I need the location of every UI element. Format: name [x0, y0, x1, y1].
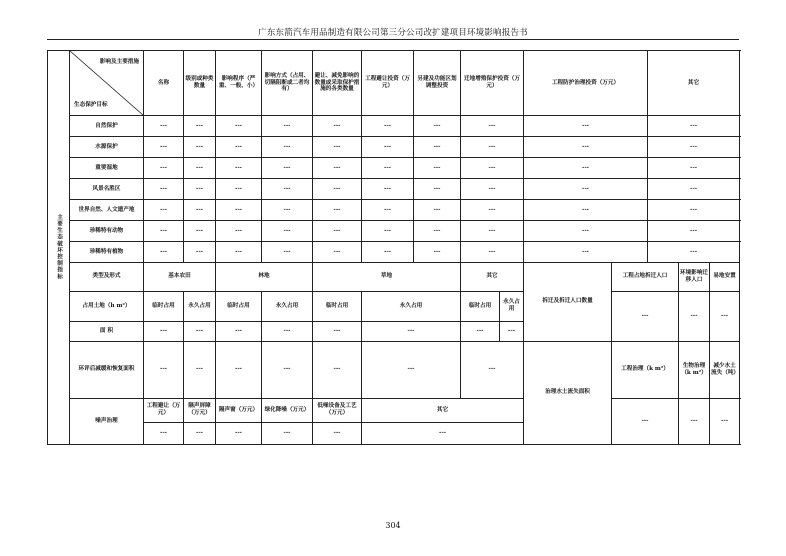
- restore-header: 生物治理（k m²）: [679, 341, 710, 398]
- cell: ---: [313, 321, 362, 341]
- cell: ---: [461, 158, 524, 179]
- cell: ---: [313, 158, 362, 179]
- cell: ---: [313, 179, 362, 200]
- col-header: 级别或种类数量: [184, 51, 216, 116]
- eco-row-label: 风景名胜区: [70, 179, 144, 200]
- cell: ---: [362, 221, 414, 242]
- perm-occupation: 永久占用: [362, 291, 461, 321]
- restore-header: 减少水土流失（吨）: [710, 341, 740, 398]
- col-header: 另建及功能区划调整投资: [414, 51, 461, 116]
- cell: ---: [262, 321, 313, 341]
- cell: ---: [648, 242, 740, 263]
- noise-header: 隔声屏障（万元）: [184, 398, 216, 422]
- cell: ---: [414, 158, 461, 179]
- cell: ---: [144, 422, 184, 444]
- col-header: 工程防护治理投资（万元）: [524, 51, 648, 116]
- cell: ---: [524, 221, 648, 242]
- cell: ---: [524, 137, 648, 158]
- cell: ---: [648, 137, 740, 158]
- land-grass: 草地: [313, 263, 461, 292]
- cell: ---: [216, 200, 262, 221]
- cell: ---: [414, 116, 461, 137]
- cell: ---: [461, 116, 524, 137]
- cell: ---: [648, 158, 740, 179]
- eco-row-label: 重要湿地: [70, 158, 144, 179]
- eco-row: [48, 221, 740, 242]
- cell: ---: [461, 321, 500, 341]
- relocation-header: 工程占地拆迁人口: [612, 263, 679, 292]
- cell: ---: [313, 242, 362, 263]
- eco-row: [48, 116, 740, 137]
- cell: ---: [648, 179, 740, 200]
- cell: ---: [362, 116, 414, 137]
- cell: ---: [524, 200, 648, 221]
- col-header: 名称: [144, 51, 184, 116]
- side-title: 主要生态破坏控制指标: [48, 51, 70, 445]
- cell: ---: [184, 321, 216, 341]
- land-other: 其它: [461, 263, 524, 292]
- cell: ---: [262, 137, 313, 158]
- cell: ---: [262, 422, 313, 444]
- eco-row: [48, 200, 740, 221]
- eco-row: [48, 242, 740, 263]
- temp-occupation: 临时占用: [461, 291, 500, 321]
- cell: ---: [648, 221, 740, 242]
- cell: ---: [144, 221, 184, 242]
- cell: ---: [144, 200, 184, 221]
- cell: ---: [313, 422, 362, 444]
- cell: ---: [216, 321, 262, 341]
- diag-bottom-label: 生态保护目标: [74, 102, 108, 109]
- cell: ---: [612, 398, 679, 444]
- col-header: 影响方式（占用、切隔阻断或二者均有）: [262, 51, 313, 116]
- header-row: [48, 51, 740, 116]
- cell: ---: [262, 221, 313, 242]
- land-area-label: 面 积: [70, 321, 144, 341]
- cell: ---: [524, 179, 648, 200]
- noise-header: 绿化降噪（万元）: [262, 398, 313, 422]
- cell: ---: [216, 179, 262, 200]
- perm-occupation: 永久占用: [184, 291, 216, 321]
- cell: ---: [710, 291, 740, 341]
- cell: ---: [184, 200, 216, 221]
- cell: ---: [184, 179, 216, 200]
- relocation-header: 易地安置: [710, 263, 740, 292]
- diag-top-label: 影响及主要措施: [99, 59, 139, 65]
- cell: ---: [461, 242, 524, 263]
- header-rule: [47, 39, 739, 40]
- cell: ---: [313, 200, 362, 221]
- cell: ---: [362, 200, 414, 221]
- cell: ---: [144, 137, 184, 158]
- cell: ---: [362, 242, 414, 263]
- col-header: 工程避让投资（万元）: [362, 51, 414, 116]
- eco-row-label: 自然保护: [70, 116, 144, 137]
- eco-row: [48, 137, 740, 158]
- cell: ---: [184, 341, 216, 398]
- page-header: 广东东箭汽车用品制造有限公司第三分公司改扩建项目环境影响报告书: [258, 28, 528, 38]
- eco-impact-table: [47, 50, 740, 445]
- land-forest: 林地: [216, 263, 313, 292]
- cell: ---: [184, 422, 216, 444]
- perm-occupation: 永久占用: [262, 291, 313, 321]
- restore-header: 工程治理（k m²）: [612, 341, 679, 398]
- land-type-label: 类型及形式: [70, 263, 144, 292]
- cell: ---: [612, 291, 679, 341]
- cell: ---: [144, 179, 184, 200]
- temp-occupation: 临时占用: [313, 291, 362, 321]
- cell: ---: [414, 221, 461, 242]
- col-header: 影响程序（严重、一般、小）: [216, 51, 262, 116]
- cell: ---: [414, 179, 461, 200]
- cell: ---: [414, 200, 461, 221]
- cell: ---: [362, 422, 524, 444]
- eco-row-label: 珍稀特有植物: [70, 242, 144, 263]
- soil-erosion-label: 治理水土流失面积: [524, 341, 612, 444]
- relocation-label: 拆迁及拆迁人口数量: [524, 263, 612, 342]
- land-use-row: [48, 291, 740, 321]
- cell: ---: [461, 179, 524, 200]
- cell: ---: [648, 200, 740, 221]
- eco-row: [48, 179, 740, 200]
- cell: ---: [461, 341, 524, 398]
- cell: ---: [461, 200, 524, 221]
- land-use-label: 占用土地（h m²）: [70, 291, 144, 321]
- col-header: 其它: [648, 51, 740, 116]
- noise-header: 隔声窗（万元）: [216, 398, 262, 422]
- cell: ---: [184, 242, 216, 263]
- eco-row: [48, 158, 740, 179]
- land-type-row: [48, 263, 740, 292]
- eco-row-label: 世界自然、人文遗产地: [70, 200, 144, 221]
- cell: ---: [524, 158, 648, 179]
- diagonal-header-cell: [70, 51, 144, 116]
- cell: ---: [362, 341, 461, 398]
- eco-row-label: 水源保护: [70, 137, 144, 158]
- cell: ---: [216, 221, 262, 242]
- cell: ---: [414, 137, 461, 158]
- noise-header: 低噪设备及工艺（万元）: [313, 398, 362, 422]
- cell: ---: [216, 116, 262, 137]
- cell: ---: [524, 242, 648, 263]
- cell: ---: [184, 158, 216, 179]
- cell: ---: [216, 422, 262, 444]
- cell: ---: [144, 158, 184, 179]
- cell: ---: [500, 321, 524, 341]
- noise-header: 其它: [362, 398, 524, 422]
- cell: ---: [216, 137, 262, 158]
- cell: ---: [262, 341, 313, 398]
- cell: ---: [313, 221, 362, 242]
- noise-header-row: [48, 398, 740, 422]
- cell: ---: [710, 398, 740, 444]
- noise-header: 工程避让（万元）: [144, 398, 184, 422]
- cell: ---: [262, 116, 313, 137]
- cell: ---: [262, 179, 313, 200]
- cell: ---: [362, 321, 461, 341]
- cell: ---: [262, 200, 313, 221]
- restore-row: [48, 341, 740, 398]
- land-basic-farmland: 基本农田: [144, 263, 216, 292]
- cell: ---: [461, 221, 524, 242]
- col-header: 迁地增殖保护投资（万元）: [461, 51, 524, 116]
- cell: ---: [144, 116, 184, 137]
- cell: ---: [524, 116, 648, 137]
- cell: ---: [313, 137, 362, 158]
- restore-label: 环评后减缓和恢复面积: [70, 341, 144, 398]
- cell: ---: [144, 242, 184, 263]
- page-number: 304: [385, 521, 401, 530]
- cell: ---: [414, 242, 461, 263]
- cell: ---: [216, 341, 262, 398]
- noise-label: 噪声治理: [70, 398, 144, 444]
- cell: ---: [184, 137, 216, 158]
- cell: ---: [679, 291, 710, 341]
- cell: ---: [216, 158, 262, 179]
- temp-occupation: 临时占用: [216, 291, 262, 321]
- cell: ---: [184, 116, 216, 137]
- temp-occupation: 临时占用: [144, 291, 184, 321]
- col-header: 避让、减免影响的数量或采取保护措施的各类数量: [313, 51, 362, 116]
- eco-row-label: 珍稀特有动物: [70, 221, 144, 242]
- cell: ---: [679, 398, 710, 444]
- cell: ---: [216, 242, 262, 263]
- cell: ---: [262, 158, 313, 179]
- cell: ---: [648, 116, 740, 137]
- cell: ---: [362, 179, 414, 200]
- perm-occupation: 永久占用: [500, 291, 524, 321]
- cell: ---: [362, 137, 414, 158]
- cell: ---: [461, 137, 524, 158]
- cell: ---: [313, 116, 362, 137]
- cell: ---: [144, 321, 184, 341]
- cell: ---: [362, 158, 414, 179]
- cell: ---: [184, 221, 216, 242]
- cell: ---: [262, 242, 313, 263]
- cell: ---: [144, 341, 184, 398]
- cell: ---: [313, 341, 362, 398]
- relocation-header: 环境影响迁移人口: [679, 263, 710, 292]
